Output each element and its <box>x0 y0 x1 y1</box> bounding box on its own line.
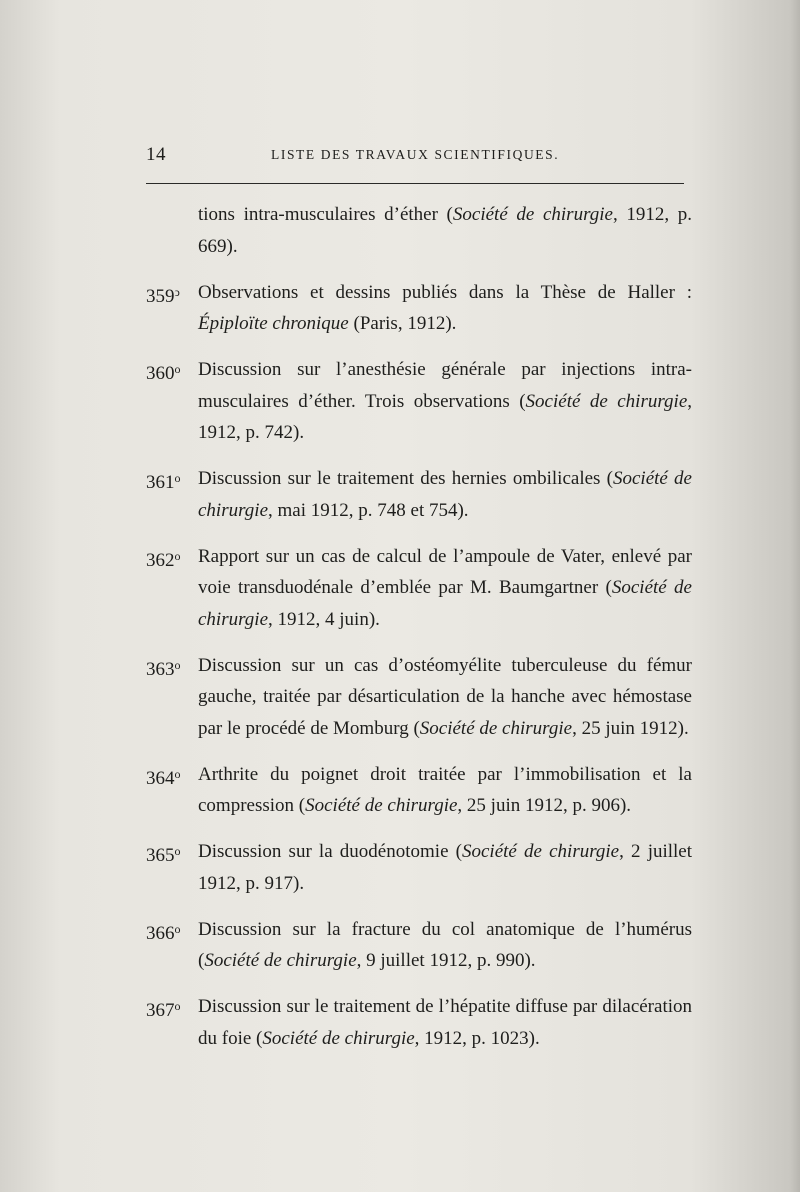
entry-text: Discussion sur la duodénotomie (Société de chirurgie, 2 juillet 1912, p. 917). <box>198 841 693 894</box>
list-item <box>146 463 692 526</box>
entry-text: Discussion sur un cas d’ostéomyélite tuberculeuse du fémur gauche, traitée par désarticulation de la hanche avec hémostase par le procédé de Momburg (Société de chirurgie, 25 juin 1912). <box>198 654 692 739</box>
list-item <box>146 914 692 977</box>
list-item <box>146 836 692 899</box>
entry-text: Discussion sur la fracture du col anatomique de l’humérus (Société de chirurgie, 9 juillet 1912, p. 990). <box>198 918 692 971</box>
entry-number: 363$^o$ <box>146 657 181 680</box>
list-item <box>146 759 692 822</box>
running-title: LISTE DES TRAVAUX SCIENTIFIQUES. <box>271 147 560 162</box>
entry-number: 366$^o$ <box>146 921 181 944</box>
list-item <box>146 541 692 636</box>
entry-text: Discussion sur le traitement de l’hépatite diffuse par dilacération du foie (Société de chirurgie, 1912, p. 1023). <box>198 996 692 1049</box>
list-item <box>146 650 692 745</box>
list-item <box>146 199 692 262</box>
entry-number: 360$^o$ <box>146 362 181 384</box>
list-item <box>146 991 692 1054</box>
publication-list <box>146 199 692 1054</box>
entry-number: 365$^o$ <box>146 844 181 866</box>
page-number: 14 <box>146 144 166 165</box>
page-header <box>146 144 684 168</box>
header-rule <box>146 183 684 184</box>
entry-number: 367$^o$ <box>146 999 181 1021</box>
entry-number: $359^ↄ$ <box>146 284 180 307</box>
entry-text: Arthrite du poignet droit traitée par l’immobilisation et la compression (Société de chirurgie, 25 juin 1912, p. 906). <box>198 763 692 816</box>
entry-number: 362$^o$ <box>146 548 181 571</box>
entry-text: Observations et dessins publiés dans la Thèse de Haller : Épiploïte chronique (Paris, 1912). <box>198 281 692 334</box>
entry-text: Discussion sur le traitement des hernies ombilicales (Société de chirurgie, mai 1912, p. 748 et 754). <box>198 468 692 521</box>
entry-number: 364$^o$ <box>146 766 181 789</box>
entry-text: Discussion sur l’anesthésie générale par injections intra-musculaires d’éther. Trois observations (Société de chirurgie, 1912, p. 742). <box>198 359 693 443</box>
entry-text: tions intra-musculaires d’éther (Société de chirurgie, 1912, p. 669). <box>198 204 692 257</box>
list-item <box>146 277 692 340</box>
list-item <box>146 354 692 449</box>
entry-number: 361$^o$ <box>146 471 181 493</box>
entry-text: Rapport sur un cas de calcul de l’ampoule de Vater, enlevé par voie transduodénale d’emblée par M. Baumgartner (Société de chirurgie, 1912, 4 juin). <box>198 545 692 630</box>
